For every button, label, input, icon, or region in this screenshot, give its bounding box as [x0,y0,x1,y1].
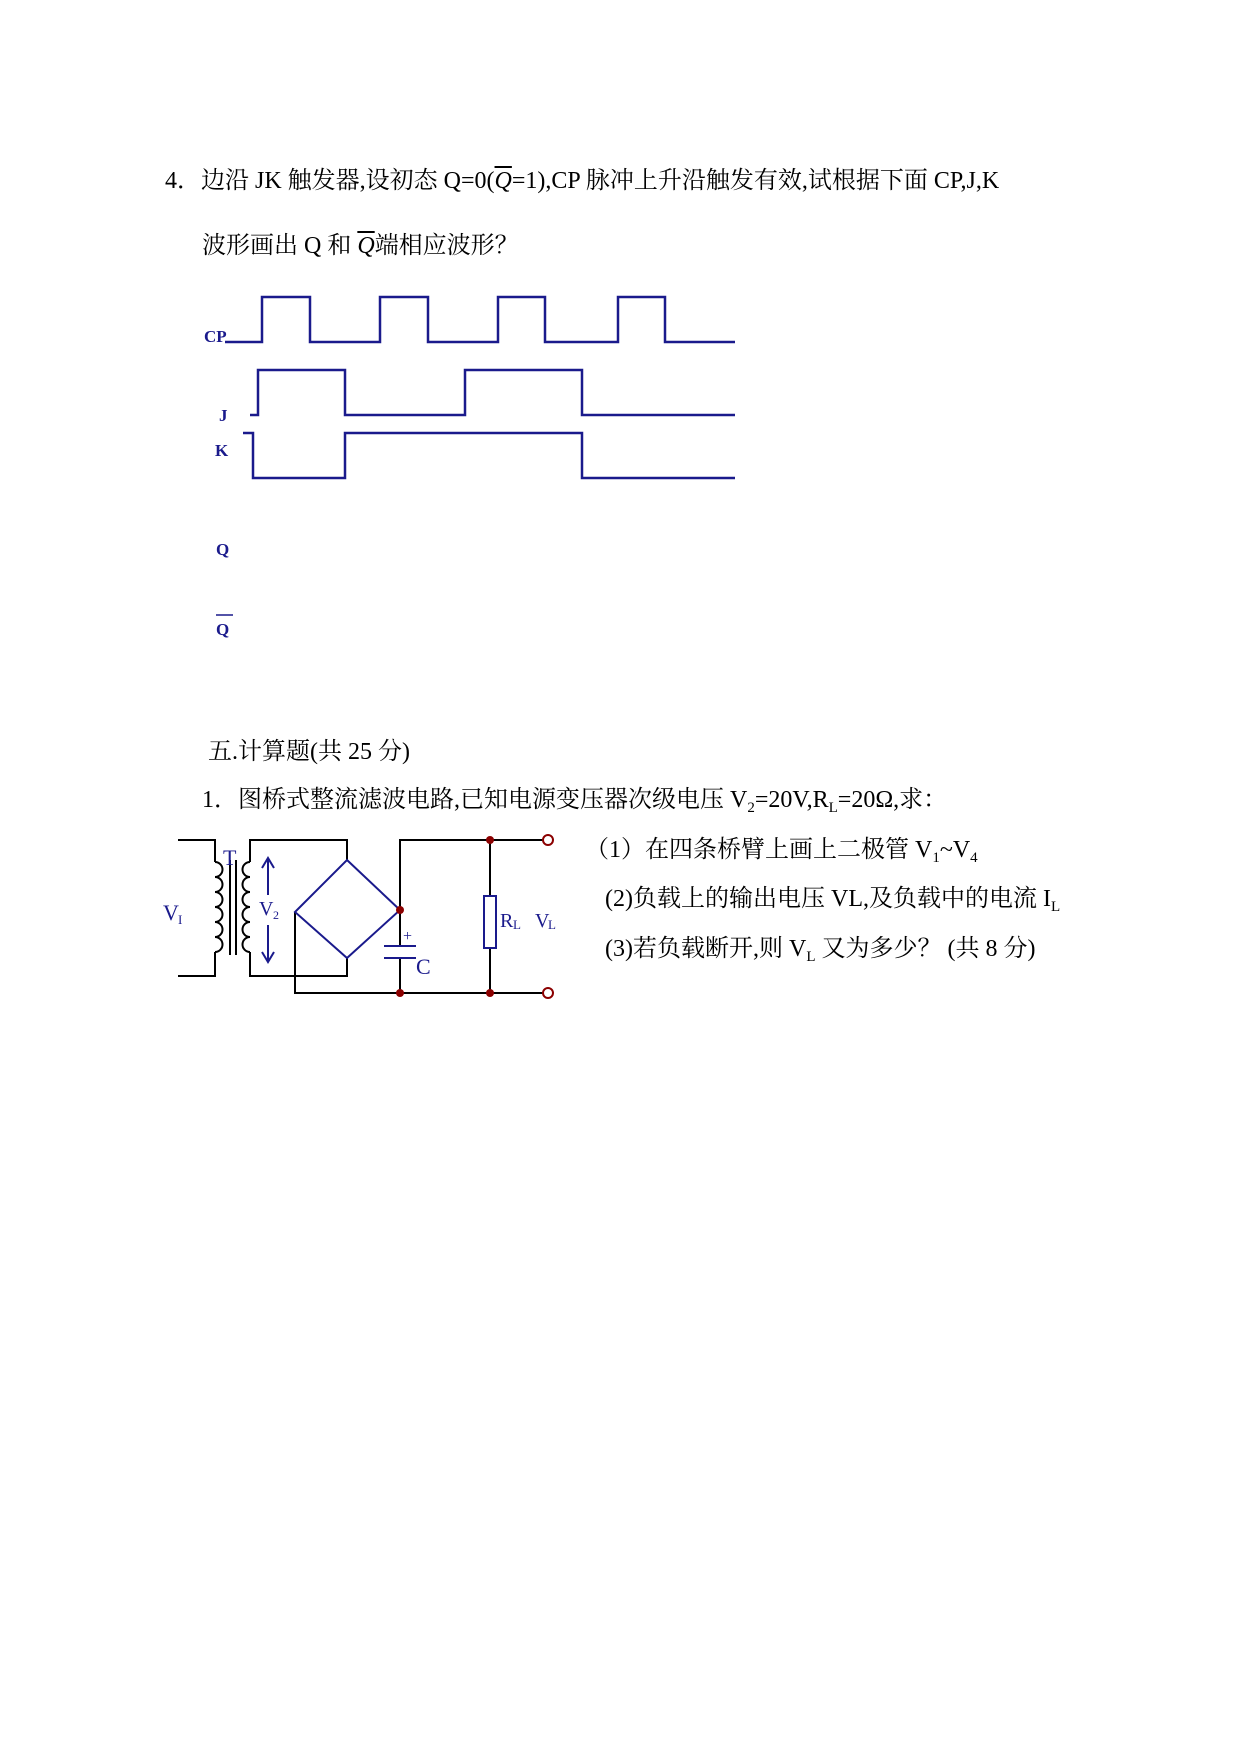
q4-line1-a: 边沿 JK 触发器,设初态 Q=0( [201,168,495,194]
q1-sub1: （1）在四条桥臂上画上二极管 $V_1\sim V_4$ [585,837,978,866]
secondary-top-wire [250,840,347,862]
q1-line: 1．图桥式整流滤波电路,已知电源变压器次级电压 $V_2=20V,R_L=20\Omega$,求： [202,787,948,816]
q4-line1-b: =1),CP 脉冲上升沿触发有效,试根据下面 CP,J,K [511,168,1000,194]
output-terminal-top [543,835,553,845]
q4-line2-b: 端相应波形？ [374,233,519,259]
vl-label: V [535,910,550,932]
capacitor-label: C [416,954,431,979]
primary-coil [215,862,223,952]
q4-number: 4． [165,168,201,194]
secondary-coil [243,862,250,952]
cp-label: CP [204,327,227,346]
q4-line2-a: 波形画出 Q 和 [202,233,352,259]
rl-label: R [500,910,514,932]
capacitor-plus-label: + [403,928,413,945]
j-label: J [219,406,228,425]
diode-bridge [295,860,400,958]
v2-label: V [259,898,274,920]
q-bar-symbol: $\overline{Q}$ [494,168,512,194]
node-bridge-right [396,906,404,914]
output-terminal-bottom [543,988,553,998]
qbar-label: Q [216,620,230,639]
load-resistor [484,896,496,948]
vl-sub-label: L [548,917,556,932]
node-resistor-bottom [486,989,494,997]
node-top-rail [486,836,494,844]
transformer-label: T [223,845,237,870]
rl-sub-label: L [513,917,521,932]
v1-label: V [163,900,179,925]
q1-sub2: (2)负载上的输出电压 VL,及负载中的电流 $I_L$ [605,886,1061,915]
v1-sub-label: I [178,912,183,927]
q1-sub3: (3)若负载断开,则 $V_L$ 又为多少？ (共 8 分) [605,936,1036,965]
k-label: K [215,441,229,460]
primary-wire [178,840,215,862]
q-label: Q [216,540,230,559]
node-cap-bottom [396,989,404,997]
primary-wire-bottom [178,952,215,976]
v2-sub-label: 2 [273,908,279,922]
top-rail [400,840,544,910]
q-bar-symbol-2: $\overline{Q}$ [357,233,375,259]
section5-title: 五.计算题(共 25 分) [208,739,410,765]
